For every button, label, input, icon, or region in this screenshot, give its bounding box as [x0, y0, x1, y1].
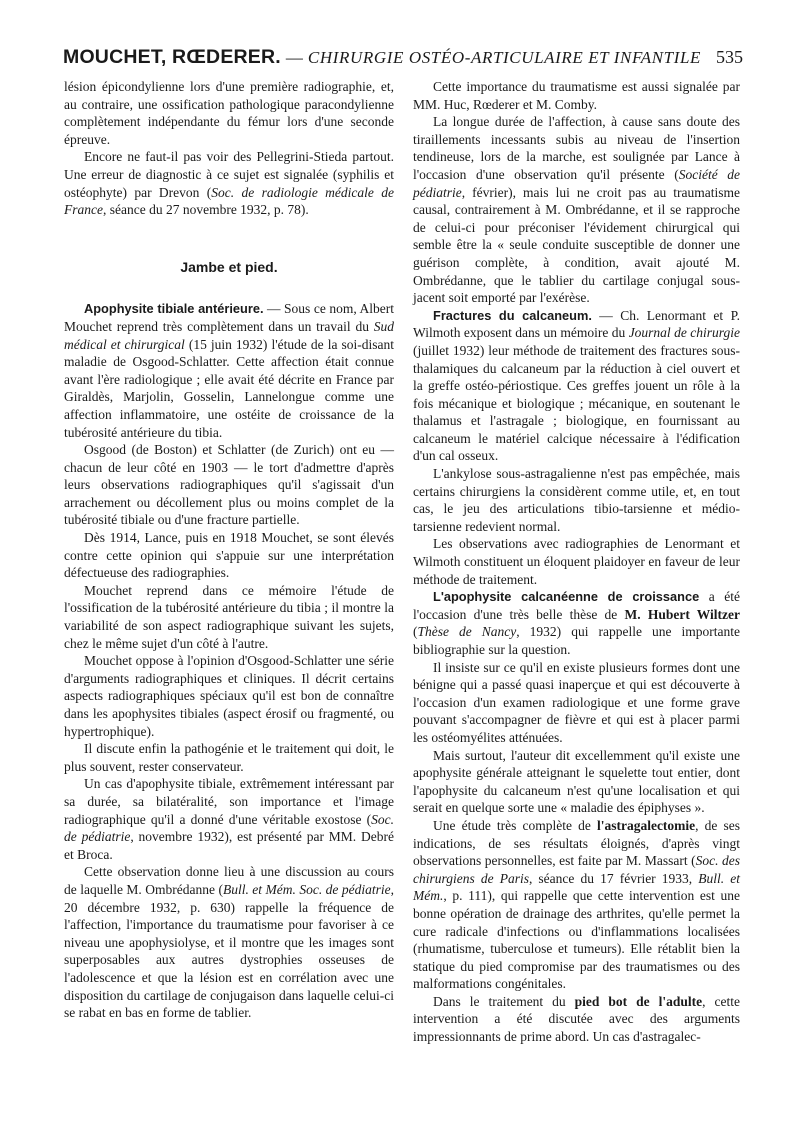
header-dash: —: [285, 48, 303, 67]
paragraph: La longue durée de l'affection, à cause sans doute des tiraillements incessants subis au niveau de l'insertion tendineuse, lors de la marche, est soulignée par Lance à l'occasion d'une observation qu'il présente (Société de pédiatrie, février), mais lui ne croit pas au traumatisme causal, contrairement à M. Ombrédanne, et il se rapproche de celui-ci pour préconiser l'évidement chirurgical qui semble être la « seule conduite susceptible de donner une guérison complète, à condition, avait ajouté M. Ombrédanne, que le tablier du cartilage conjugal sous-jacent soit emporté par l'exérèse.: [413, 114, 740, 306]
paragraph: Il insiste sur ce qu'il en existe plusieurs formes dont une bénigne qui a passé quasi inaperçue et qui est découverte à l'occasion d'un examen radiologique et une forme grave pouvant s'accompagner de fièvre et qui est à placer parmi les ostéomyélites atténuées.: [413, 659, 740, 745]
paragraph: lésion épicondylienne lors d'une première radiographie, et, au contraire, une ossification pathologique paracondylienne complètement indépendante du fémur lors d'une seconde épreuve.: [64, 79, 394, 147]
paragraph: Cette importance du traumatisme est aussi signalée par MM. Huc, Rœderer et M. Comby.: [413, 79, 740, 112]
paragraph: Mais surtout, l'auteur dit excellemment qu'il existe une apophysite générale atteignant le squelette tout entier, dont l'apophysite du calcaneum n'est qu'une localisation et qui serait en quelque sorte une « maladie des épiphyses ».: [413, 747, 740, 816]
subsection-lead: Fractures du calcaneum.: [433, 307, 592, 323]
running-header: [63, 46, 743, 74]
section-heading: Jambe et pied.: [180, 258, 278, 275]
subsection-lead: Apophysite tibiale antérieure.: [84, 301, 264, 317]
paragraph: Dès 1914, Lance, puis en 1918 Mouchet, se sont élevés contre cette opinion qui s'appuie sur une interprétation défectueuse des radiographies.: [64, 530, 394, 581]
paragraph: Cette observation donne lieu à une discussion au cours de laquelle M. Ombrédanne (Bull. et Mém. Soc. de pédiatrie, 20 décembre 1932, p. 630) rappelle la fréquence de l'affection, l'importance du traumatisme pour favoriser à ce niveau une apophysiolyse, et il montre que les images sont superposables aux autres dystrophies osseuses de l'adolescence et que la lésion est en corrélation avec une disposition du cartilage de conjugaison dans laquelle celui-ci se rabat en bas en forme de tablier.: [64, 864, 394, 1021]
subsection-lead: L'apophysite calcanéenne de croissance: [433, 589, 700, 605]
paragraph: Un cas d'apophysite tibiale, extrêmement intéressant par sa durée, sa bilatéralité, son importance et l'image radiographique qu'il a donné d'une véritable exostose (Soc. de pédiatrie, novembre 1932), est présenté par MM. Debré et Broca.: [64, 776, 395, 862]
paragraph: Mouchet oppose à l'opinion d'Osgood-Schlatter une série d'arguments radiographiques et cliniques. Il décrit certains aspects radiographiques spéciaux qu'il est bon de connaître dans les apophysites tibiales (aspect érosif ou fragmenté, ou hypertrophique).: [64, 653, 394, 739]
paragraph: Fractures du calcaneum. — Ch. Lenormant et P. Wilmoth exposent dans un mémoire du Journal de chirurgie (juillet 1932) leur méthode de traitement des fractures sous-thalamiques du calcaneum par la réduction à ciel ouvert et la greffe ostéo-périostique. Ces greffes jouent un rôle à la fois mécanique et biologique ; mécanique, en soutenant le thalamus et l'astragale ; biologique, en fournissant au calcaneum le matériel calcique nécessaire à l'édification d'un cal osseux.: [413, 307, 741, 464]
right-column: [413, 78, 740, 1046]
paragraph: Osgood (de Boston) et Schlatter (de Zurich) ont eu — chacun de leur côté en 1903 — le tort d'admettre d'après leurs observations radiographiques qu'il s'agissait d'un arrachement ou décollement plus ou moins complet de la tubérosité tibiale ou d'une fracture partielle.: [64, 442, 394, 528]
header-authors: MOUCHET, RŒDERER.: [63, 46, 281, 68]
paragraph: L'apophysite calcanéenne de croissance a été l'occasion d'une très belle thèse de M. Hubert Wiltzer (Thèse de Nancy, 1932) qui rappelle une importante bibliographie sur la question.: [413, 589, 740, 657]
paragraph: Mouchet reprend dans ce mémoire l'étude de l'ossification de la tubérosité antérieure du tibia ; il montre la variabilité de son aspect radiographique suivant les sujets, chez le même sujet d'un côté à l'autre.: [64, 582, 394, 651]
paragraph: Encore ne faut-il pas voir des Pellegrini-Stieda partout. Une erreur de diagnostic à ce sujet est signalée (syphilis et ostéophyte) par Drevon (Soc. de radiologie médicale de France, séance du 27 novembre 1932, p. 78).: [64, 149, 394, 218]
header-title: CHIRURGIE OSTÉO-ARTICULAIRE ET INFANTILE: [307, 48, 702, 67]
paragraph: Une étude très complète de l'astragalectomie, de ses indications, de ses résultats éloignés, d'après vingt observations personnelles, est faite par M. Massart (Soc. des chirurgiens de Paris, séance du 17 février 1933, Bull. et Mém., p. 111), qui rappelle que cette intervention est une bonne opération de drainage des arthrites, qu'elle permet la cure radicale d'infections ou d'inflammations localisées (rhumatisme, tuberculose et tumeurs). Elle rétablit bien la statique du pied compromise par des traumatismes ou des malformations congénitales.: [413, 817, 740, 992]
left-column: [64, 78, 394, 1022]
paragraph: Les observations avec radiographies de Lenormant et Wilmoth constituent un éloquent plaidoyer en faveur de leur méthode de traitement.: [413, 536, 740, 587]
paragraph: Apophysite tibiale antérieure. — Sous ce nom, Albert Mouchet reprend très complètement dans un travail du Sud médical et chirurgical (15 juin 1932) l'étude de la soi-disant maladie de Osgood-Schlatter. Cette affection était connue avant l'ère radiologique ; elle avait été décrite en France par Giraldès, Marjolin, Gosselin, Lannelongue comme une affection inflammatoire, une ostéite de croissance de la tubérosité antérieure du tibia.: [64, 301, 394, 440]
page-number: 535: [716, 47, 743, 67]
paragraph: Il discute enfin la pathogénie et le traitement qui doit, le plus souvent, rester conservateur.: [64, 741, 394, 774]
paragraph: Dans le traitement du pied bot de l'adulte, cette intervention a été discutée avec des arguments impressionnants de prime abord. Un cas d'astragalec-: [413, 993, 740, 1045]
paragraph: L'ankylose sous-astragalienne n'est pas empêchée, mais certains chirurgiens la considèrent comme utile, et, en tout cas, le jeu des articulations tibio-tarsienne et médio-tarsienne redevient normal.: [413, 466, 740, 534]
